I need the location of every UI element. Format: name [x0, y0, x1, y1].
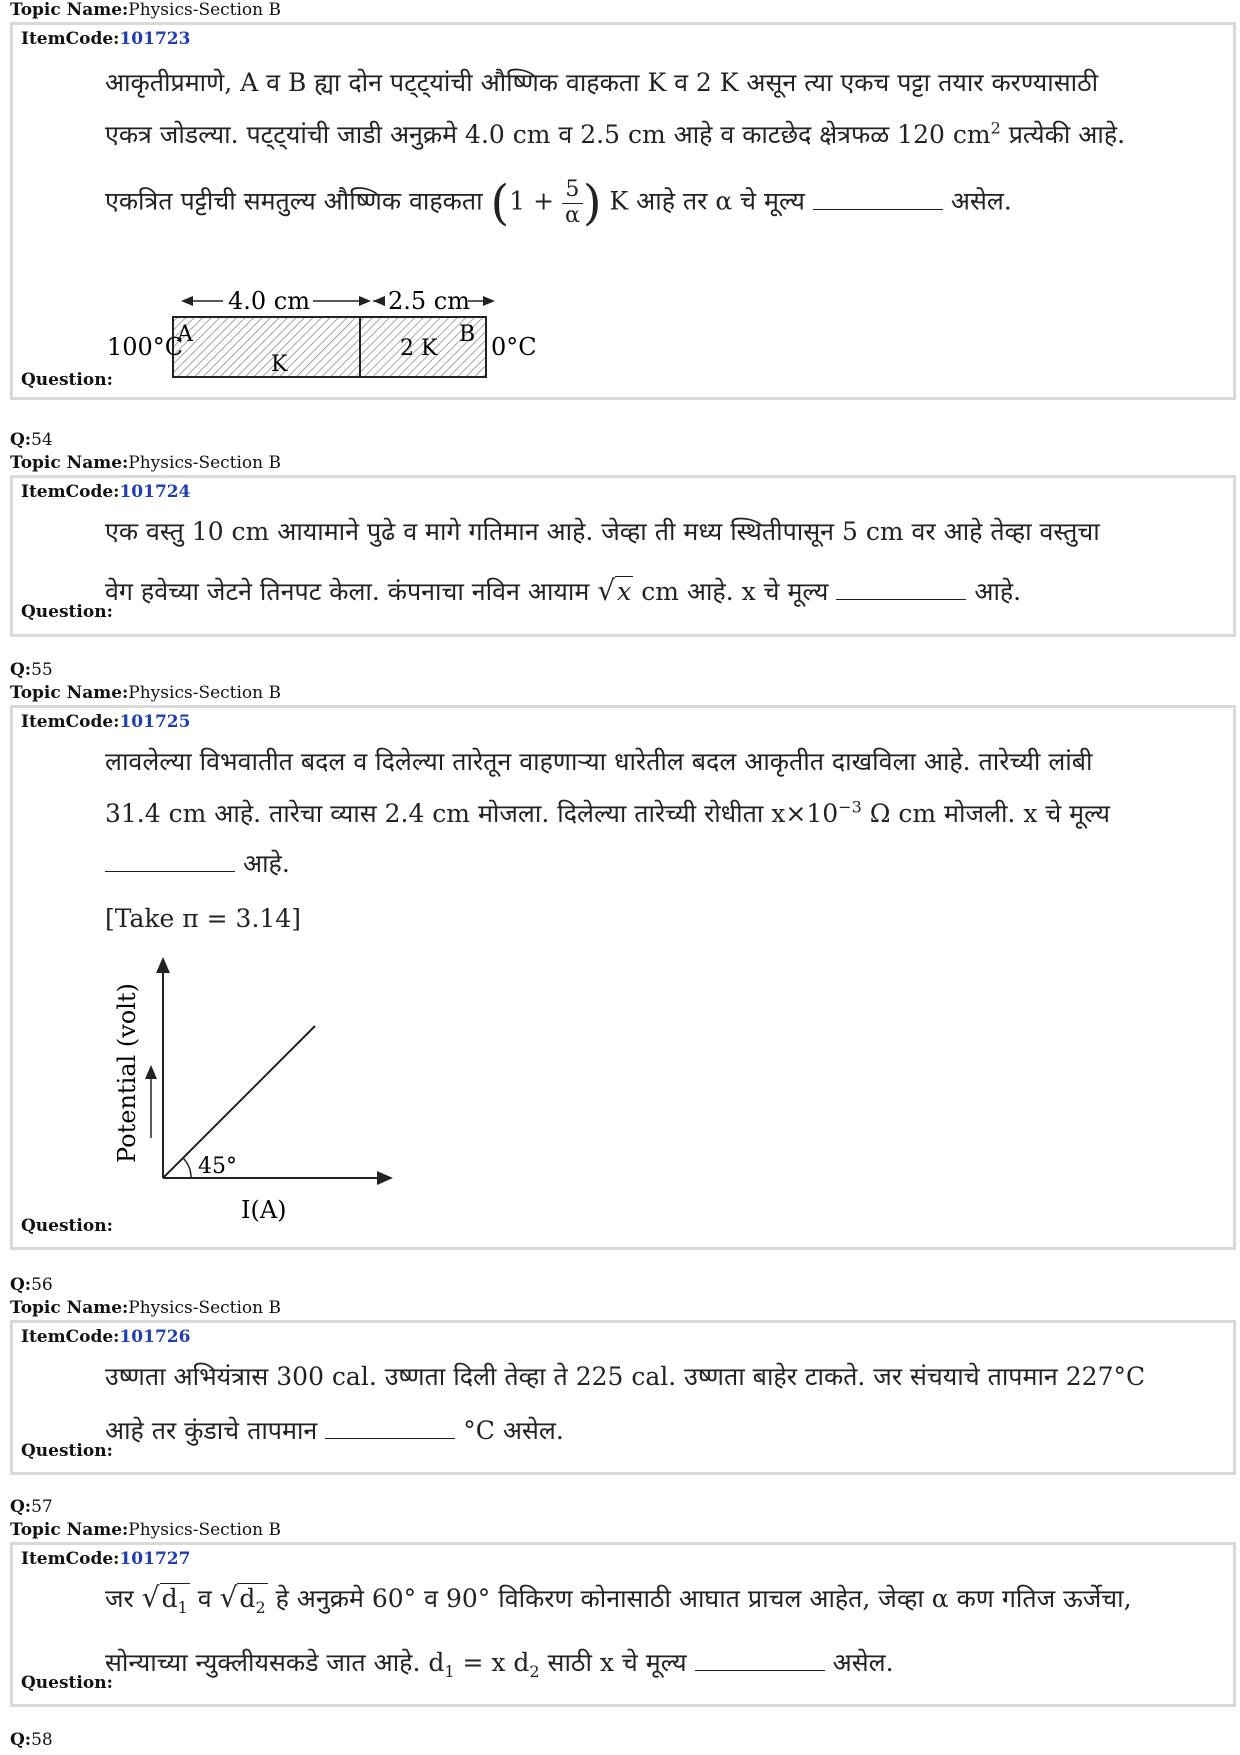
label-2k: 2 K [400, 336, 438, 361]
label-a: A [177, 322, 193, 347]
question-card-101725: ItemCode:101725 लावलेल्या विभवातीत बदल व दिलेल्या तारेतून वाहणाऱ्या धारेतील बदल आकृतीत दाखविला आहे. तारेच्यी लांबी 31.4 cm आहे. तारेचा व्यास 2.4 cm मोजला. दिलेल्या तारेच्यी रोधीता $x\times 10^{-3}$ Ω cm मोजली. x चे मूल्य आहे. [Take π = 3.14] 45° Potential (volt) I(A) Question: [10, 705, 1236, 1250]
slab-a [173, 317, 360, 377]
topic-line: Topic Name:Physics-Section B [10, 1298, 282, 1318]
itemcode-value: 101727 [119, 1549, 191, 1569]
angle-arc [183, 1158, 191, 1178]
topic-value: Physics-Section B [128, 0, 282, 20]
question-label: Question: [21, 370, 113, 390]
question-text-line: सोन्याच्या न्युक्लीयसकडे जात आहे. $d_1 = x$ $d_2$ साठी x चे मूल्य असेल. [105, 1648, 894, 1681]
itemcode: ItemCode:101723 [21, 29, 191, 49]
answer-blank [836, 581, 966, 600]
question-card-101723 [10, 22, 1236, 400]
question-card-101726: ItemCode:101726 उष्णता अभियंत्रास 300 cal. उष्णता दिली तेव्हा ते 225 cal. उष्णता बाहेर टाकते. जर संचयाचे तापमान 227°C आहे तर कुंडाचे तापमान °C असेल. Question: [10, 1320, 1236, 1475]
itemcode-value: 101723 [119, 29, 191, 49]
question-label: Question: [21, 602, 113, 622]
question-text-line: आहे तर कुंडाचे तापमान °C असेल. [105, 1416, 564, 1445]
vi-line [163, 1026, 315, 1178]
temp-left-label: 100°C [107, 333, 184, 361]
answer-blank [813, 191, 943, 210]
x-axis-arrow [377, 1171, 393, 1185]
question-text-line: वेग हवेच्या जेटने तिनपट केला. कंपनाचा नविन आयाम √x cm आहे. x चे मूल्य आहे. [105, 574, 1022, 607]
topic-line: Topic Name:Physics-Section B [10, 453, 282, 473]
answer-blank [325, 1420, 455, 1439]
question-number: Q:57 [10, 1497, 53, 1517]
question-text-line: एकत्रित पट्टीची समतुल्य औष्णिक वाहकता (1 + $\frac{5}{\alpha}$ ) K आहे तर α चे मूल्य असेल. [105, 175, 1012, 231]
itemcode-value: 101724 [119, 482, 191, 502]
answer-blank [105, 853, 235, 872]
question-text-line: आकृतीप्रमाणे, A व B ह्या दोन पट्ट्यांची औष्णिक वाहकता K व 2 K असून त्या एकच पट्टा तयार करण्यासाठी [105, 68, 1099, 97]
question-text-line: 31.4 cm आहे. तारेचा व्यास 2.4 cm मोजला. दिलेल्या तारेच्यी रोधीता $x\times 10^{-3}$ Ω cm मोजली. x चे मूल्य [105, 797, 1111, 828]
question-text-line: उष्णता अभियंत्रास 300 cal. उष्णता दिली तेव्हा ते 225 cal. उष्णता बाहेर टाकते. जर संचयाचे तापमान 227°C [105, 1362, 1146, 1391]
question-label: Question: [21, 1216, 113, 1236]
slab-figure [103, 281, 623, 391]
temp-right-label: 0°C [491, 333, 537, 361]
arrow-2-5cm [373, 287, 495, 315]
topic-line [10, 0, 281, 20]
vi-graph [103, 953, 403, 1233]
question-label: Question: [21, 1441, 113, 1461]
question-text-line: एक वस्तु 10 cm आयामाने पुढे व मागे गतिमान आहे. जेव्हा ती मध्य स्थितीपासून 5 cm वर आहे तेव्हा वस्तुचा [105, 517, 1100, 546]
question-text-line: आहे. [105, 846, 290, 880]
question-text-line: लावलेल्या विभवातीत बदल व दिलेल्या तारेतून वाहणाऱ्या धारेतील बदल आकृतीत दाखविला आहे. तारेच्यी लांबी [105, 747, 1093, 776]
answer-blank [695, 1652, 825, 1671]
question-number: Q:56 [10, 1275, 53, 1295]
topic-line: Topic Name:Physics-Section B [10, 1520, 282, 1540]
question-text-line: एकत्र जोडल्या. पट्ट्यांची जाडी अनुक्रमे 4.0 cm व 2.5 cm आहे व काटछेद क्षेत्रफळ 120 $cm^2$ प्रत्येकी आहे. [105, 118, 1126, 149]
fraction: $\frac{5}{\alpha}$ [562, 178, 583, 227]
itemcode-value: 101726 [119, 1327, 191, 1347]
topic-label: Topic Name: [10, 0, 129, 20]
label-b: B [459, 322, 476, 347]
sqrt-d2: $√d_2$ [219, 1581, 266, 1617]
length-b-label: 2.5 cm [388, 287, 470, 315]
length-a-label: 4.0 cm [228, 287, 310, 315]
question-number: Q:54 [10, 430, 53, 450]
arrow-4cm [181, 287, 371, 315]
label-k: K [271, 352, 288, 377]
y-axis-label: Potential (volt) [113, 983, 141, 1163]
question-card-101727: ItemCode:101727 जर $√d_1$ व $√d_2$ हे अनुक्रमे 60° व 90° विकिरण कोनासाठी आघात प्राचल आहेत, जेव्हा α कण गतिज ऊर्जेचा, सोन्याच्या न्युक्लीयसकडे जात आहे. $d_1 = x$ $d_2$ साठी x चे मूल्य असेल. Question: [10, 1542, 1236, 1707]
sqrt-d1: $√d_1$ [141, 1581, 188, 1617]
question-text-line: जर $√d_1$ व $√d_2$ हे अनुक्रमे 60° व 90° विकिरण कोनासाठी आघात प्राचल आहेत, जेव्हा α कण गतिज ऊर्जेचा, [105, 1581, 1132, 1617]
question-text-line: [Take π = 3.14] [105, 904, 301, 933]
question-number: Q:55 [10, 660, 53, 680]
question-label: Question: [21, 1673, 113, 1693]
itemcode-value: 101725 [119, 712, 191, 732]
sqrt-x: √x [597, 574, 632, 607]
y-axis-arrow [156, 957, 170, 973]
question-number: Q:58 [10, 1730, 53, 1750]
x-axis-label: I(A) [241, 1196, 287, 1224]
angle-label: 45° [198, 1154, 237, 1179]
topic-line: Topic Name:Physics-Section B [10, 683, 282, 703]
question-card-101724: ItemCode:101724 एक वस्तु 10 cm आयामाने पुढे व मागे गतिमान आहे. जेव्हा ती मध्य स्थितीपासून 5 cm वर आहे तेव्हा वस्तुचा वेग हवेच्या जेटने तिनपट केला. कंपनाचा नविन आयाम √x cm आहे. x चे मूल्य आहे. Question: [10, 475, 1236, 637]
